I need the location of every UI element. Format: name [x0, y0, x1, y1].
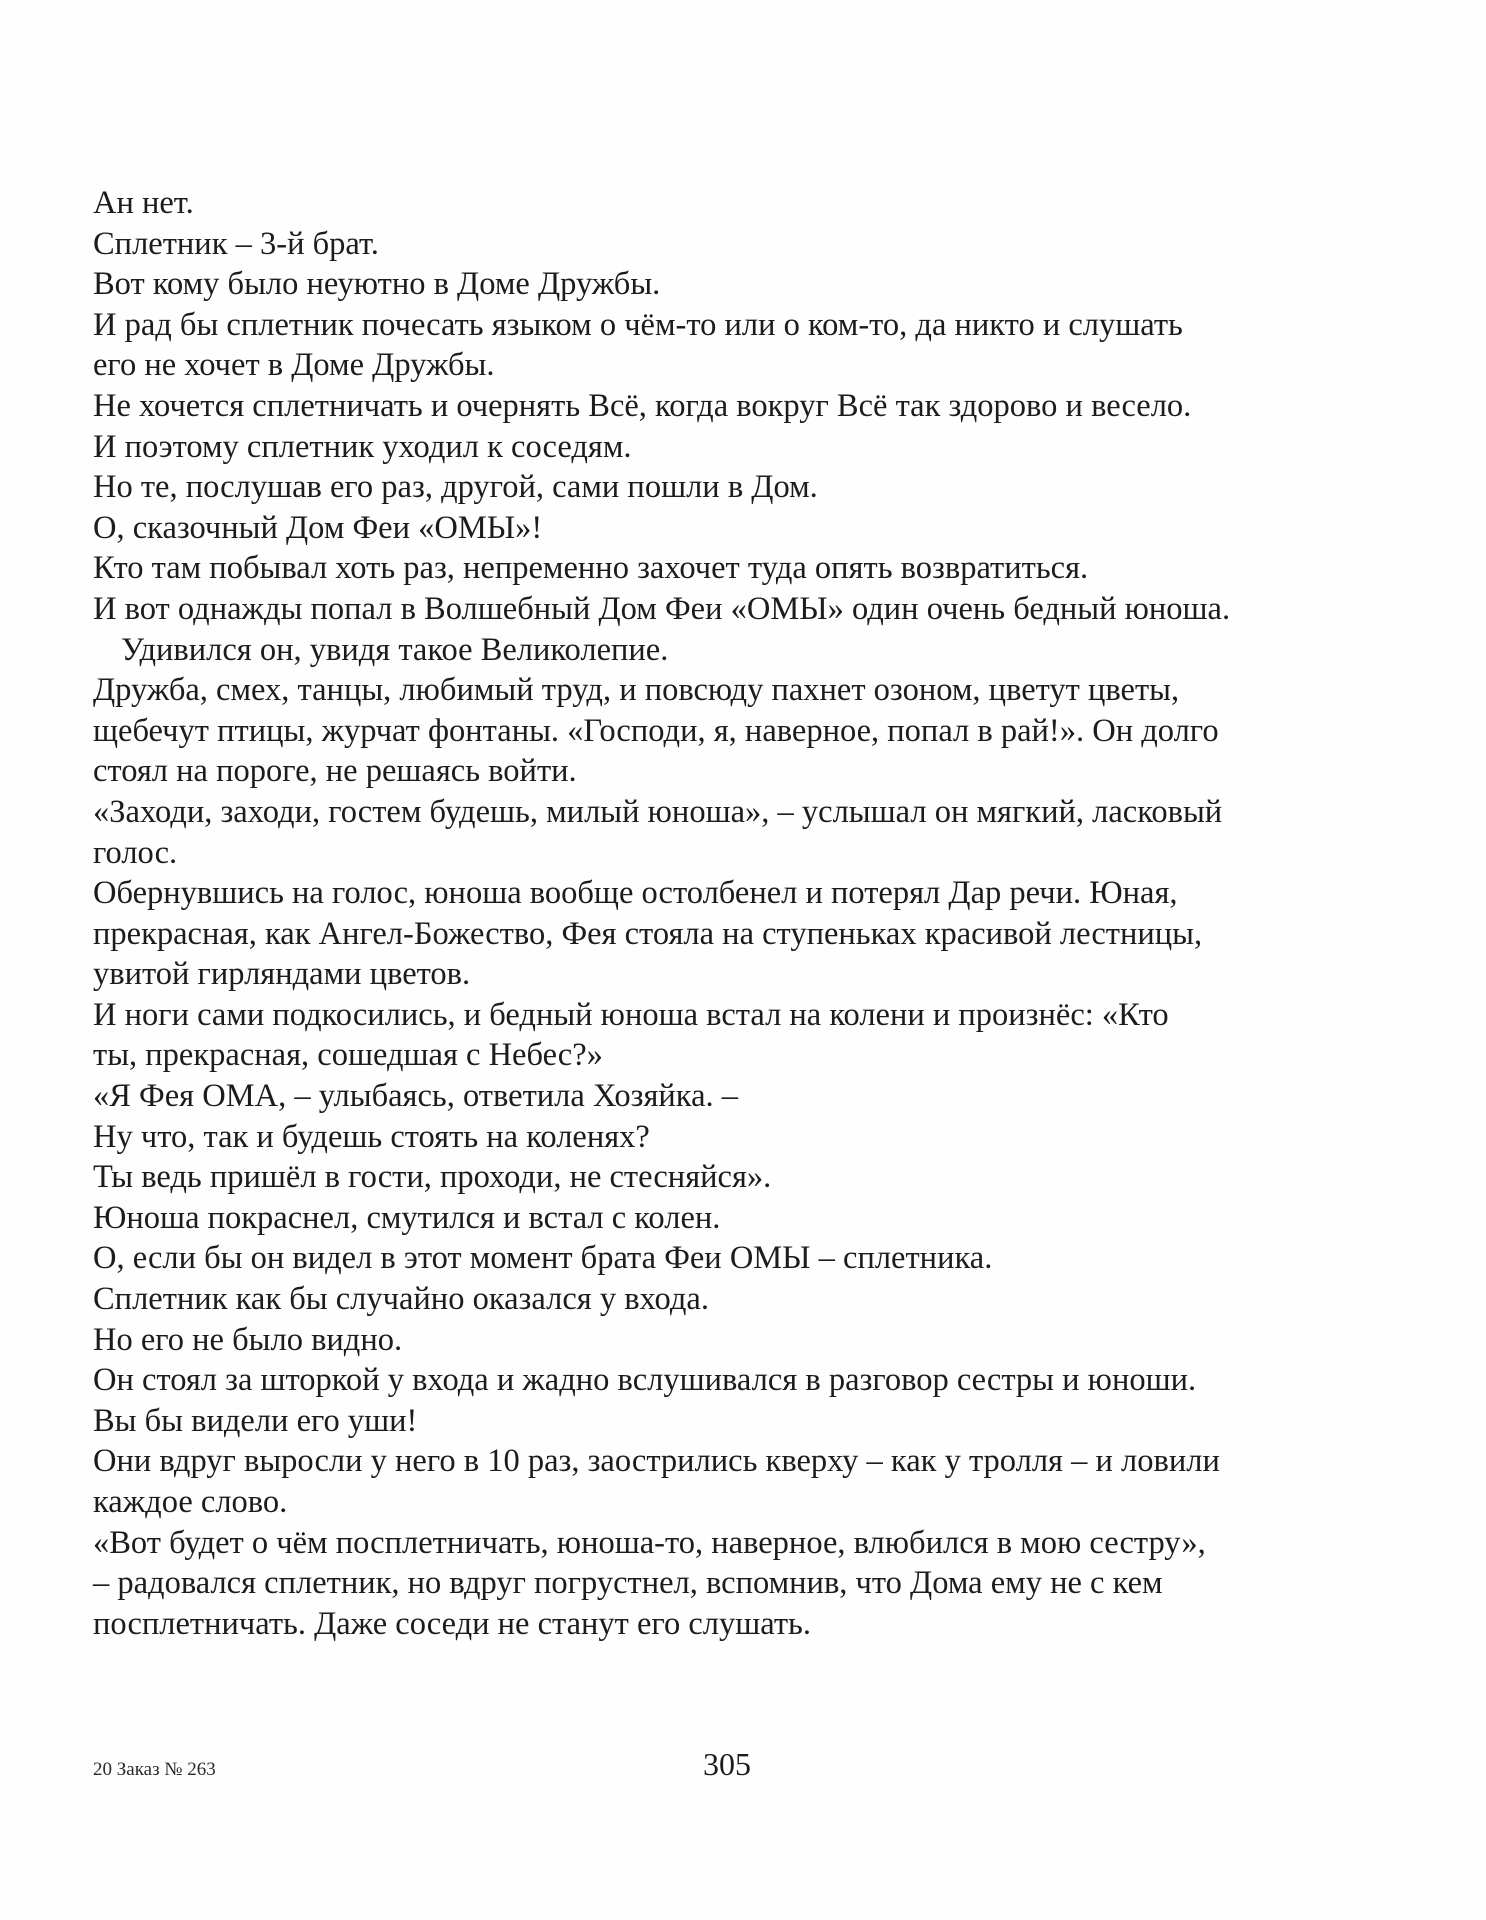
text-line: Дружба, смех, танцы, любимый труд, и повсюду пахнет озоном, цветут цветы, [93, 672, 1180, 709]
text-line: И вот однажды попал в Волшебный Дом Феи «ОМЫ» один очень бедный юноша. [93, 590, 1231, 627]
text-line: Сплетник – 3-й брат. [93, 225, 379, 262]
text-line: «Заходи, заходи, гостем будешь, милый юноша», – услышал он мягкий, ласковый [93, 793, 1223, 830]
text-line: Они вдруг выросли у него в 10 раз, заострились кверху – как у тролля – и ловили [93, 1443, 1220, 1480]
text-line: Ан нет. [93, 185, 194, 221]
printer-signature-mark: 20 Заказ № 263 [93, 1759, 216, 1780]
page-body-text [93, 183, 1363, 1644]
text-line: его не хочет в Доме Дружбы. [93, 347, 495, 384]
text-line: «Вот будет о чём посплетничать, юноша-то, наверное, влюбился в мою сестру», [93, 1524, 1206, 1561]
text-line: Но его не было видно. [93, 1321, 403, 1358]
text-line: Ну что, так и будешь стоять на коленях? [93, 1118, 650, 1155]
text-line: каждое слово. [93, 1484, 288, 1520]
text-line: О, если бы он видел в этот момент брата Феи ОМЫ – сплетника. [93, 1240, 993, 1277]
text-line: – радовался сплетник, но вдруг погрустнел, вспомнив, что Дома ему не с кем [93, 1565, 1163, 1602]
text-line: Вы бы видели его уши! [93, 1402, 418, 1439]
text-line: Не хочется сплетничать и очернять Всё, когда вокруг Всё так здорово и весело. [93, 387, 1192, 424]
text-line: И поэтому сплетник уходил к соседям. [93, 428, 632, 465]
text-line: Кто там побывал хоть раз, непременно захочет туда опять возвратиться. [93, 550, 1089, 587]
text-line: щебечут птицы, журчат фонтаны. «Господи, я, наверное, попал в рай!». Он долго [93, 712, 1219, 749]
text-line: посплетничать. Даже соседи не станут его слушать. [93, 1605, 811, 1642]
text-line: И рад бы сплетник почесать языком о чём-то или о ком-то, да никто и слушать [93, 306, 1183, 343]
text-line: Но те, послушав его раз, другой, сами пошли в Дом. [93, 469, 818, 506]
text-line: Удивился он, увидя такое Великолепие. [121, 631, 669, 668]
text-line: прекрасная, как Ангел-Божество, Фея стояла на ступеньках красивой лестницы, [93, 915, 1203, 952]
text-line: голос. [93, 834, 178, 871]
text-line: Сплетник как бы случайно оказался у входа. [93, 1281, 709, 1318]
text-line: Он стоял за шторкой у входа и жадно вслушивался в разговор сестры и юноши. [93, 1362, 1197, 1399]
text-line: Ты ведь пришёл в гости, проходи, не стесняйся». [93, 1159, 772, 1196]
text-line: увитой гирляндами цветов. [93, 956, 471, 993]
text-line: стоял на пороге, не решаясь войти. [93, 753, 577, 790]
text-line: «Я Фея ОМА, – улыбаясь, ответила Хозяйка. – [93, 1078, 739, 1115]
text-line: О, сказочный Дом Феи «ОМЫ»! [93, 509, 543, 546]
text-line: Юноша покраснел, смутился и встал с колен. [93, 1199, 721, 1236]
page-number: 305 [703, 1746, 751, 1782]
text-line: И ноги сами подкосились, и бедный юноша встал на колени и произнёс: «Кто [93, 996, 1169, 1033]
text-line: Обернувшись на голос, юноша вообще остолбенел и потерял Дар речи. Юная, [93, 875, 1178, 912]
text-line: Вот кому было неуютно в Доме Дружбы. [93, 266, 661, 303]
text-line: ты, прекрасная, сошедшая с Небес?» [93, 1037, 603, 1074]
